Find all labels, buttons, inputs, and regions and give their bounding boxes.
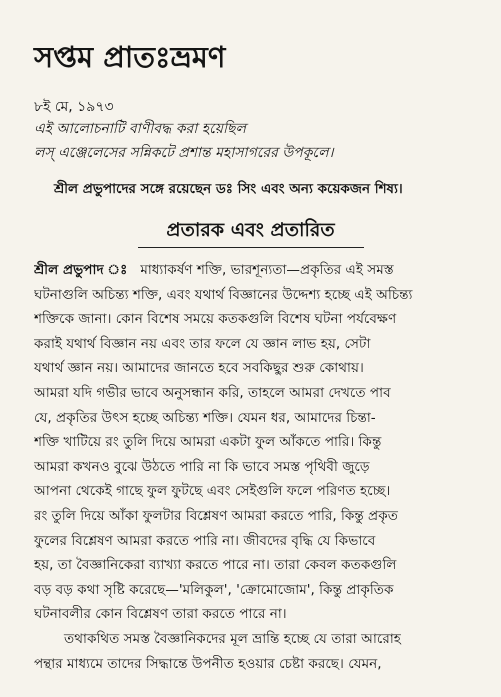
company-note: শ্রীল প্রভুপাদের সঙ্গে রয়েছেন ডঃ সিং এবং অন্য কয়েকজন শিষ্য।: [54, 181, 403, 197]
body-line: শক্তি খাটিয়ে রং তুলি দিয়ে আমরা একটা ফুল আঁকতে পারি। কিন্তু: [34, 434, 382, 451]
heading-underline: [138, 247, 364, 248]
body-line: আপনা থেকেই গাছে ফুল ফুটছে এবং সেইগুলি ফলে পরিণত হচ্ছে।: [34, 483, 391, 500]
body-line: বড় বড় কথা সৃষ্টি করেছে—'মলিকুল', 'ক্রোমোজোম', কিন্তু প্রাকৃতিক: [34, 581, 394, 598]
body-line: রং তুলি দিয়ে আঁকা ফুলটার বিশ্লেষণ আমরা করতে পারি, কিন্তু প্রকৃত: [34, 507, 398, 524]
body-line: করাই যথার্থ বিজ্ঞান নয় এবং তার ফলে যে জ্ঞান লাভ হয়, সেটা: [34, 335, 371, 352]
date-line: ৮ই মে, ১৯৭৩: [34, 99, 114, 115]
recording-note-line-2: লস্ এঞ্জেলেসের সন্নিকটে প্রশান্ত মহাসাগরের উপকূলে।: [34, 145, 334, 161]
body-line: যে, প্রকৃতির উৎস হচ্ছে অচিন্ত্য শক্তি। যেমন ধর, আমাদের চিন্তা-: [34, 409, 376, 426]
recording-note-line-1: এই আলোচনাটি বাণীবদ্ধ করা হয়েছিল: [34, 121, 246, 137]
speaker-name: শ্রীল প্রভুপাদ ঃ: [34, 262, 128, 278]
body-line: ঘটনাবলীর কোন বিশ্লেষণ তারা করতে পারে না।: [34, 606, 287, 623]
chapter-title: সপ্তম প্রাতঃভ্রমণ: [34, 40, 226, 74]
body-text: [34, 258, 470, 676]
body-line-text: মাধ্যাকর্ষণ শক্তি, ভারশূন্যতা—প্রকৃতির এই সমস্ত: [140, 262, 394, 278]
body-line: ফুলের বিশ্লেষণ আমরা করতে পারি না। জীবদের বৃদ্ধি যে কিভাবে: [34, 532, 376, 549]
body-line: যথার্থ জ্ঞান নয়। আমাদের জানতে হবে সবকিছুর শুরু কোথায়।: [34, 360, 364, 377]
body-line: হয়, তা বৈজ্ঞানিকেরা ব্যাখ্যা করতে পারে না। তারা কেবল কতকগুলি: [34, 557, 397, 574]
body-line: [34, 258, 470, 283]
body-line: শক্তিকে জানা। কোন বিশেষ সময়ে কতকগুলি বিশেষ ঘটনা পর্যবেক্ষণ: [34, 311, 397, 328]
section-heading: প্রতারক এবং প্রতারিত: [166, 219, 335, 241]
body-line: ঘটনাগুলি অচিন্ত্য শক্তি, এবং যথার্থ বিজ্ঞানের উদ্দেশ্য হচ্ছে এই অচিন্ত্য: [34, 286, 413, 303]
body-line: আমরা যদি গভীর ভাবে অনুসন্ধান করি, তাহলে আমরা দেখতে পাব: [34, 384, 391, 401]
body-line: পন্থার মাধ্যমে তাদের সিদ্ধান্তে উপনীত হওয়ার চেষ্টা করছে। যেমন,: [34, 655, 382, 672]
body-line: তথাকথিত সমস্ত বৈজ্ঞানিকদের মূল ভ্রান্তি হচ্ছে যে তারা আরোহ: [64, 630, 401, 647]
body-line: আমরা কখনও বুঝে উঠতে পারি না কি ভাবে সমস্ত পৃথিবী জুড়ে: [34, 458, 370, 475]
